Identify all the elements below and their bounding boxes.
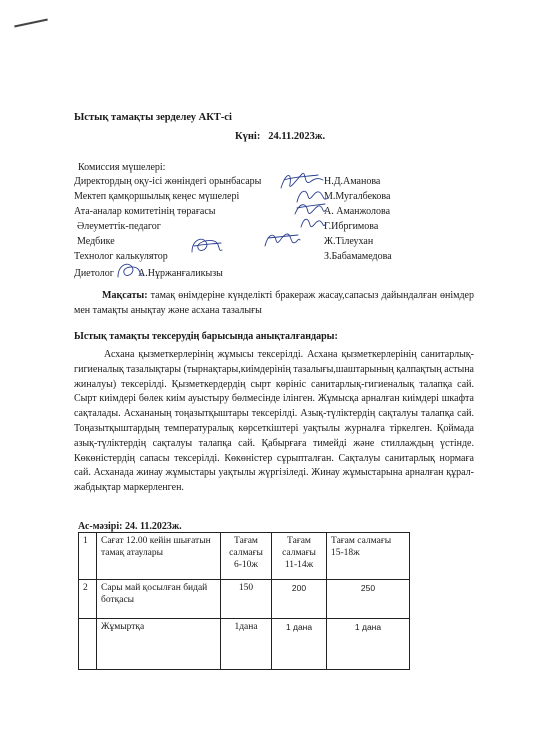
menu-row-2-weight-11-14: 1 дана (272, 619, 327, 670)
commission-name-3: А. Аманжолова (324, 206, 391, 217)
purpose-paragraph (74, 289, 474, 319)
signature-7 (114, 259, 144, 283)
table-row (79, 580, 410, 619)
menu-row-2-weight-15-18: 1 дана (327, 619, 410, 670)
commission-name-4: Г.Ибргимова (324, 221, 379, 232)
findings-body: Асхана қызметкерлерінің жұмысы тексерілді. Асхана қызметкерлерінің санитарлық-гигиеналық тазалықтары (тырнақтары,киімдерінің тазалығы,шаштарының қалпақтың астына жиналуы) тексерілді. Қызметкердердің сырт көрініс санитарлық-гигиеналық талапқа сай. Сырт киімдері бөлек киім ауыстыру бөлмесінде ілінген. Жұмысқа арналған киімдері шкафта сақталады. Асхананың тоңазытқыштары тексерілді. Азық-түліктердің сақталуы талапқа сай. Тоңазытқыштардың температуралық көрсеткіштері уақтылы журналға тіркелген. Қоймада азық-түліктердің сақталуы талапқа сай. Қабырғаға тимейді және стиллаждың үстінде. Көкөністердің сапасы тексерілді. Көкөністер сұрыпталған. Сақталуы санитарлық нормаға сай. Асханада жинау жұмыстары уақтылы жүргізіледі. Жинау жұмыстарына арналған құрал-жабдықтар маркерленген. (74, 349, 474, 494)
menu-header-weight-11-14: Тағам салмағы 11-14ж (272, 533, 327, 580)
menu-row-2-num (79, 619, 97, 670)
table-row (79, 619, 410, 670)
commission-role-6: Технолог калькулятор (74, 251, 168, 262)
commission-role-7: Диетолог (74, 268, 114, 279)
document-title: Ыстық тамақты зерделеу АКТ-сі (74, 112, 232, 123)
menu-row-1-weight-15-18: 250 (327, 580, 410, 619)
signature-4 (298, 213, 328, 233)
menu-row-1-weight-6-10: 150 (221, 580, 272, 619)
menu-header-weight-15-18: Тағам салмағы 15-18ж (327, 533, 410, 580)
purpose-text: тамақ өнімдеріне күнделікті бракераж жасау,сапасыз дайындалған өнімдер мен тамақты анықтау және асхана тазалығы (74, 290, 474, 316)
menu-header-weight-6-10: Тағам салмағы 6-10ж (221, 533, 272, 580)
menu-header-num: 1 (79, 533, 97, 580)
commission-role-1: Директордың оқу-ісі жөніндегі орынбасары (74, 176, 262, 187)
commission-role-4: Әлеуметтік-педагог (77, 221, 161, 232)
date-label: Күні: (235, 131, 261, 142)
commission-name-1: Н.Д.Аманова (324, 176, 381, 187)
menu-row-2-dish: Жұмыртқа (97, 619, 221, 670)
date-value: 24.11.2023ж. (268, 131, 326, 142)
commission-name-2: М.Мугалбекова (324, 191, 391, 202)
document-date (235, 131, 325, 142)
menu-title: Ас-мәзірі: 24. 11.2023ж. (78, 521, 182, 532)
purpose-label: Мақсаты: (102, 290, 148, 301)
menu-row-1-num: 2 (79, 580, 97, 619)
signature-6 (262, 228, 302, 254)
menu-row-1-weight-11-14: 200 (272, 580, 327, 619)
commission-role-5: Медбике (77, 236, 115, 247)
menu-table (78, 532, 410, 670)
commission-name-5: Ж.Тілеухан (324, 236, 374, 247)
commission-role-3: Ата-аналар комитетінің төрағасы (74, 206, 216, 217)
commission-header: Комиссия мүшелері: (78, 162, 166, 173)
menu-row-1-dish: Сары май қосылған бидай ботқасы (97, 580, 221, 619)
findings-heading: Ыстық тамақты тексерудің барысында анықталғандары: (74, 331, 338, 342)
commission-name-6: З.Бабамамедова (324, 251, 392, 262)
menu-row-2-weight-6-10: 1дана (221, 619, 272, 670)
commission-name-7: А.Нұржанғаликызы (138, 268, 223, 279)
scan-mark (14, 18, 48, 27)
commission-role-2: Мектеп қамқоршылық кеңес мүшелері (74, 191, 240, 202)
signature-5 (188, 232, 224, 258)
menu-header-dish: Сағат 12.00 кейін шығатын тамақ атаулары (97, 533, 221, 580)
menu-header-row (79, 533, 410, 580)
